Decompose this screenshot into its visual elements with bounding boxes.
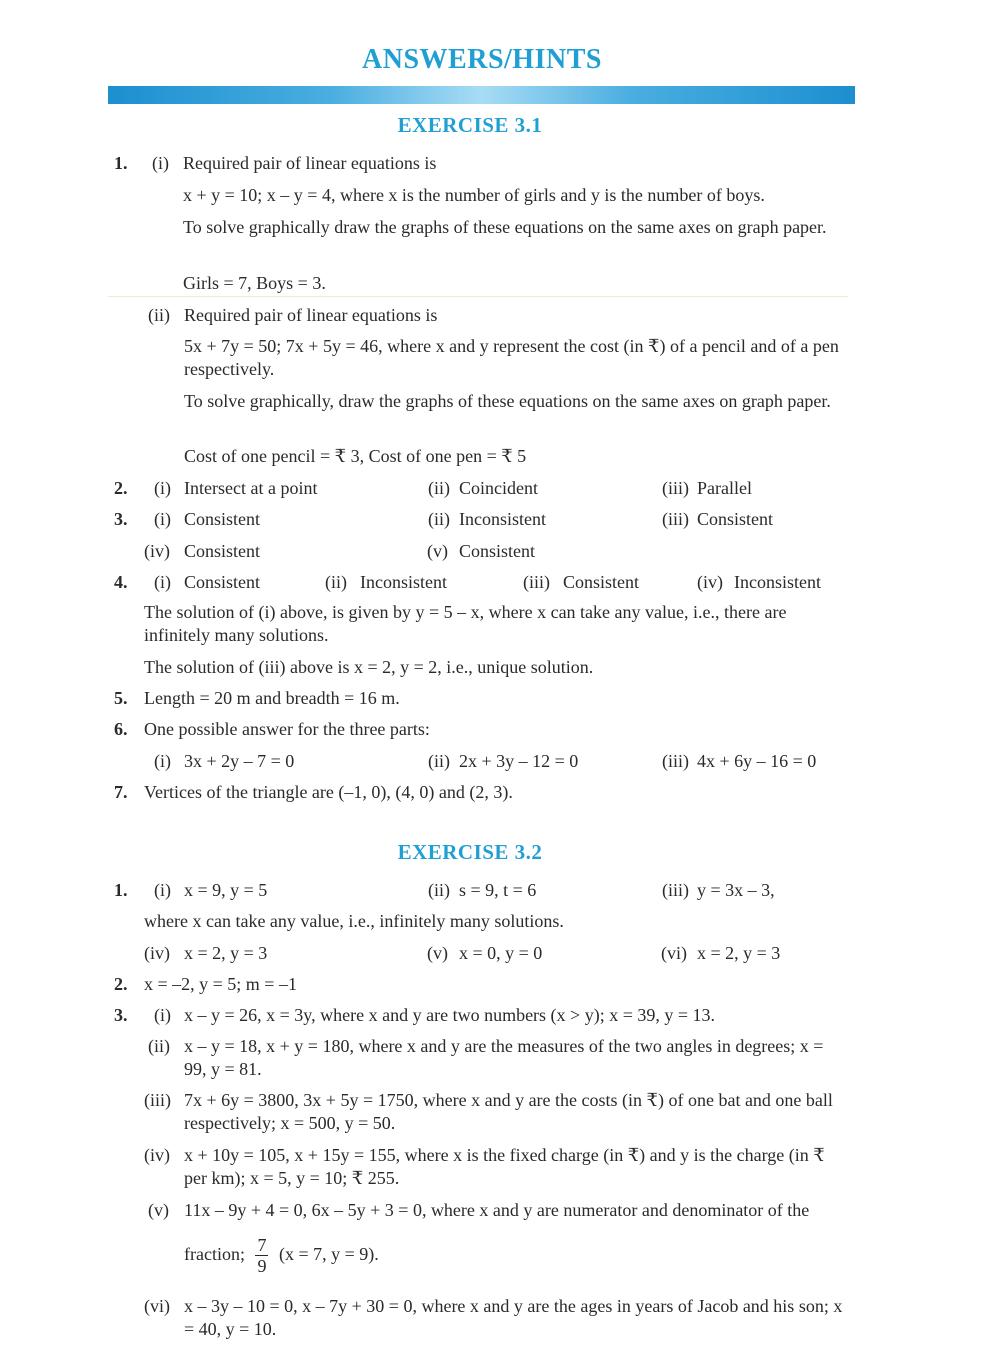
q2-a-label: (i) [154,478,171,498]
e2-q3-iii: 7x + 6y = 3800, 3x + 5y = 1750, where x and y are the costs (in ₹) of one bat and one ball respectively; x = 500, y = 50. [184,1090,833,1133]
e2-q2-number: 2. [114,974,128,994]
q6-b: 2x + 3y – 12 = 0 [459,751,579,771]
e2-q3-v: 11x – 9y + 4 = 0, 6x – 5y + 3 = 0, where x and y are numerator and denominator of the [184,1200,810,1220]
e2-q3-iv-label: (iv) [144,1145,170,1165]
q1-ii-line1: Required pair of linear equations is [184,305,438,325]
e2-q1-b-label: (ii) [428,880,450,900]
e2-q1-e-label: (v) [427,943,448,963]
q3-a-label: (i) [154,509,171,529]
q4-c: Consistent [563,572,640,592]
e2-q1-c-label: (iii) [662,880,689,900]
q6-text: One possible answer for the three parts: [144,719,430,739]
e2-q3-vi: x – 3y – 10 = 0, x – 7y + 30 = 0, where x and y are the ages in years of Jacob and his son; x = 40, y = 10. [184,1296,843,1339]
q3-c: Consistent [697,509,774,529]
q3-d: Consistent [184,541,261,561]
q1-i-label: (i) [152,153,169,173]
q3-e-label: (v) [427,541,448,561]
e2-q3-v-fraction [255,1235,268,1276]
q1-ii-line3: To solve graphically, draw the graphs of these equations on the same axes on graph paper. [184,391,831,411]
q4-d-label: (iv) [697,572,723,592]
e2-q1-line: where x can take any value, i.e., infinitely many solutions. [144,911,564,931]
e2-q2-text: x = –2, y = 5; m = –1 [144,974,297,994]
q7-number: 7. [114,782,128,802]
q4-b-label: (ii) [325,572,347,592]
q2-number: 2. [114,478,128,498]
q3-e: Consistent [459,541,536,561]
q4-a-label: (i) [154,572,171,592]
q6-a: 3x + 2y – 7 = 0 [184,751,295,771]
e2-q1-e: x = 0, y = 0 [459,943,543,963]
q2-b-label: (ii) [428,478,450,498]
q2-a: Intersect at a point [184,478,318,498]
exercise-3-2-heading: EXERCISE 3.2 [397,840,543,864]
faint-rule [108,296,848,297]
q6-c-label: (iii) [662,751,689,771]
e2-q1-c: y = 3x – 3, [697,880,775,900]
e2-q3-v-fraction-line [184,1232,379,1276]
q1-i-line4: Girls = 7, Boys = 3. [183,273,326,293]
q6-number: 6. [114,719,128,739]
e2-q3-iii-label: (iii) [144,1090,171,1110]
e2-q1-f: x = 2, y = 3 [697,943,781,963]
q4-line1: The solution of (i) above, is given by y = 5 – x, where x can take any value, i.e., there are infinitely many solutions. [144,602,787,645]
q6-c: 4x + 6y – 16 = 0 [697,751,817,771]
exercise-3-1-heading: EXERCISE 3.1 [397,113,543,137]
e2-q3-i: x – y = 26, x = 3y, where x and y are two numbers (x > y); x = 39, y = 13. [184,1005,715,1025]
q2-c: Parallel [697,478,752,498]
q1-i-line2: x + y = 10; x – y = 4, where x is the number of girls and y is the number of boys. [183,185,765,205]
q1-number: 1. [114,153,128,173]
e2-q3-i-label: (i) [154,1005,171,1025]
e2-q1-a: x = 9, y = 5 [184,880,268,900]
q3-number: 3. [114,509,128,529]
page-title: ANSWERS/HINTS [362,44,602,75]
q4-number: 4. [114,572,128,592]
title-divider-bar [108,86,855,104]
e2-q3-ii: x – y = 18, x + y = 180, where x and y are the measures of the two angles in degrees; x = 99, y = 81. [184,1036,824,1079]
q4-c-label: (iii) [523,572,550,592]
q4-a: Consistent [184,572,261,592]
q4-d: Inconsistent [734,572,821,592]
q1-ii-label: (ii) [148,305,170,325]
q4-b: Inconsistent [360,572,447,592]
q1-ii-line2: 5x + 7y = 50; 7x + 5y = 46, where x and y represent the cost (in ₹) of a pencil and of a pen respectively. [184,336,839,379]
e2-q3-iv: x + 10y = 105, x + 15y = 155, where x is the fixed charge (in ₹) and y is the charge (in ₹ per km); x = 5, y = 10; ₹ 255. [184,1145,825,1188]
e2-q1-f-label: (vi) [661,943,687,963]
e2-q3-ii-label: (ii) [148,1036,170,1056]
fraction-numerator: 7 [257,1235,267,1256]
q1-ii-line4: Cost of one pencil = ₹ 3, Cost of one pen = ₹ 5 [184,446,527,466]
q2-b: Coincident [459,478,538,498]
q4-line2: The solution of (iii) above is x = 2, y = 2, i.e., unique solution. [144,657,594,677]
fraction-denominator: 9 [257,1256,267,1277]
q3-d-label: (iv) [144,541,170,561]
q3-b-label: (ii) [428,509,450,529]
q1-i-line3: To solve graphically draw the graphs of these equations on the same axes on graph paper. [183,217,827,237]
q7-text: Vertices of the triangle are (–1, 0), (4, 0) and (2, 3). [144,782,513,802]
e2-q3-v-fraction-word: fraction; [184,1244,245,1264]
q2-c-label: (iii) [662,478,689,498]
e2-q1-d-label: (iv) [144,943,170,963]
e2-q1-b: s = 9, t = 6 [459,880,537,900]
q5-number: 5. [114,688,128,708]
q3-c-label: (iii) [662,509,689,529]
e2-q1-a-label: (i) [154,880,171,900]
e2-q3-vi-label: (vi) [144,1296,170,1316]
e2-q3-v-label: (v) [148,1200,169,1220]
e2-q3-v-tail: (x = 7, y = 9). [278,1244,379,1264]
q3-a: Consistent [184,509,261,529]
q6-b-label: (ii) [428,751,450,771]
e2-q3-number: 3. [114,1005,128,1025]
q1-i-line1: Required pair of linear equations is [183,153,437,173]
q6-a-label: (i) [154,751,171,771]
q5-text: Length = 20 m and breadth = 16 m. [144,688,400,708]
q3-b: Inconsistent [459,509,546,529]
e2-q1-d: x = 2, y = 3 [184,943,268,963]
e2-q1-number: 1. [114,880,128,900]
